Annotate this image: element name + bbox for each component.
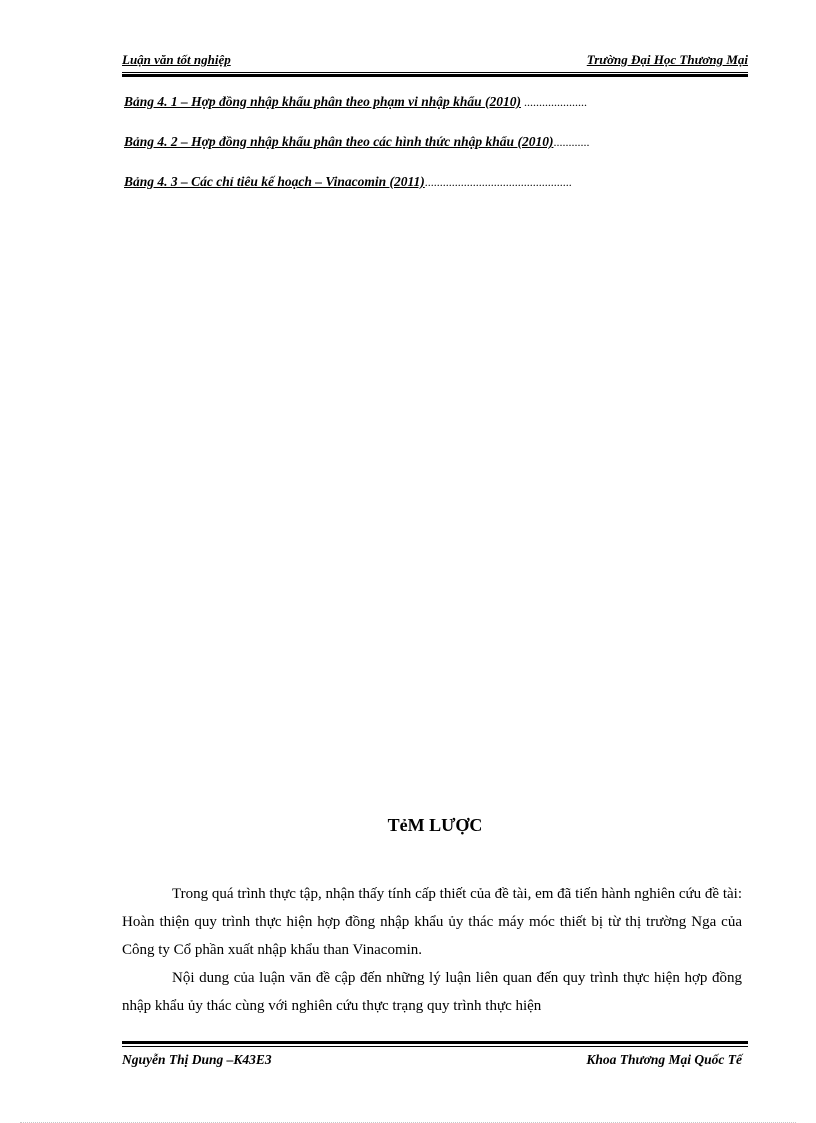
header-thesis-label: Luận văn tốt nghiệp	[122, 52, 231, 67]
section-title: TẻM LƯỢC	[387, 815, 483, 835]
header-university-name: Trường Đại Học Thương Mại	[586, 52, 748, 67]
toc-entry-table-4-1[interactable]	[124, 94, 587, 110]
toc-entry-title: Bảng 4. 3 – Các chỉ tiêu kế hoạch – Vinacomin (2011)	[124, 174, 425, 189]
summary-body	[122, 880, 742, 1020]
toc-entry-title: Bảng 4. 2 – Hợp đồng nhập khẩu phân theo các hình thức nhập khẩu (2010)	[124, 134, 554, 149]
header-rule-thin	[122, 72, 748, 73]
toc-leader-dots: .....................	[520, 95, 587, 109]
toc-leader-dots: .................................................	[424, 175, 572, 189]
page-footer	[122, 1052, 748, 1074]
footer-author: Nguyễn Thị Dung –K43E3	[122, 1052, 272, 1067]
footer-faculty: Khoa Thương Mại Quốc Tế	[586, 1052, 742, 1067]
toc-entry-title: Bảng 4. 1 – Hợp đồng nhập khẩu phân theo phạm vi nhập khẩu (2010)	[124, 94, 521, 109]
toc-leader-dots: ............	[553, 135, 590, 149]
toc-entry-table-4-3[interactable]	[124, 174, 572, 190]
summary-paragraph-2: Nội dung của luận văn đề cập đến những lý luận liên quan đến quy trình thực hiện hợp đồng nhập khẩu ủy thác cùng với nghiên cứu thực trạng quy trình thực hiện	[122, 970, 742, 1014]
page-header	[122, 50, 748, 72]
summary-paragraph-1: Trong quá trình thực tập, nhận thấy tính cấp thiết của đề tài, em đã tiến hành nghiên cứu đề tài: Hoàn thiện quy trình thực hiện hợp đồng nhập khẩu ủy thác máy móc thiết bị từ thị trường Nga của Công ty Cổ phần xuất nhập khẩu than Vinacomin.	[122, 886, 742, 958]
toc-entry-table-4-2[interactable]	[124, 134, 589, 150]
header-rule-thick	[122, 74, 748, 77]
footer-rule-thick	[122, 1041, 748, 1044]
footer-rule-thin	[122, 1046, 748, 1047]
